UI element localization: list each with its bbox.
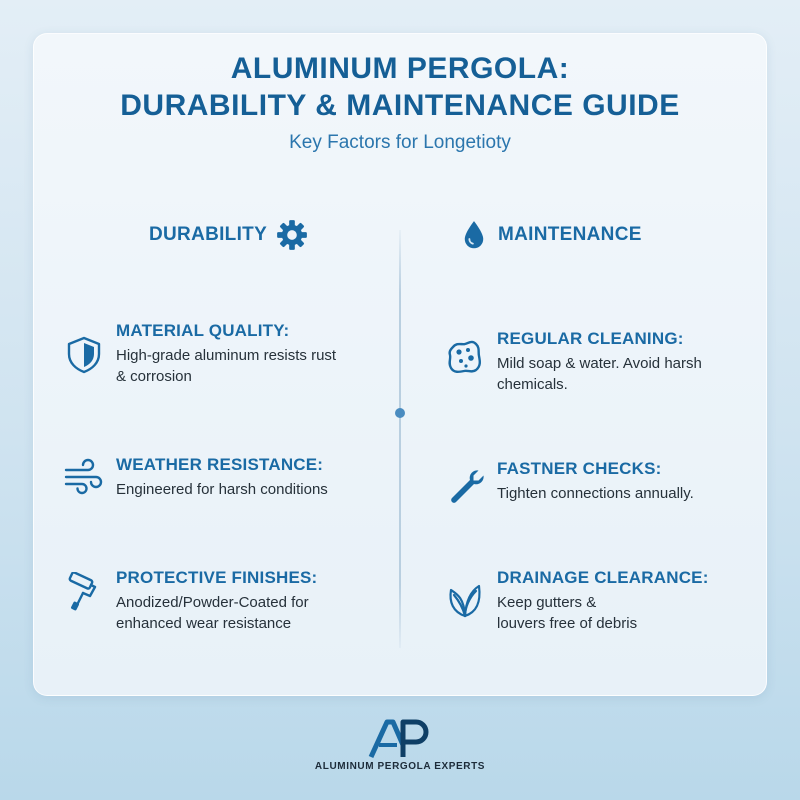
wrench-icon — [445, 464, 485, 504]
fastener-checks-desc-line-1: Tighten connections annually. — [497, 485, 694, 502]
protective-finishes-title: PROTECTIVE FINISHES: — [116, 568, 318, 587]
brand-logo — [368, 718, 432, 760]
weather-resistance-desc — [116, 479, 376, 500]
paint-roller-icon — [64, 572, 104, 612]
regular-cleaning-item — [445, 329, 765, 399]
drainage-clearance-item — [445, 568, 765, 638]
material-quality-desc-line-1: High-grade aluminum resists rust — [116, 347, 337, 364]
shield-icon — [64, 335, 104, 375]
page-title-line-2: DURABILITY & MAINTENANCE GUIDE — [120, 89, 680, 122]
regular-cleaning-desc — [497, 353, 757, 395]
weather-resistance-desc-line-1: Engineered for harsh conditions — [116, 481, 328, 498]
water-drop-icon — [462, 220, 486, 250]
brand-name: ALUMINUM PERGOLA EXPERTS — [314, 761, 486, 772]
wind-icon — [64, 457, 104, 497]
durability-heading-label: DURABILITY — [149, 224, 268, 245]
weather-resistance-title: WEATHER RESISTANCE: — [116, 455, 324, 474]
maintenance-heading-label: MAINTENANCE — [498, 224, 642, 245]
page-subtitle: Key Factors for Longetioty — [289, 132, 511, 153]
drainage-clearance-desc-line-2: louvers free of debris — [497, 615, 638, 632]
material-quality-item — [64, 321, 384, 391]
fastener-checks-title: FASTNER CHECKS: — [497, 459, 662, 478]
protective-finishes-desc-line-2: enhanced wear resistance — [116, 615, 292, 632]
leaf-icon — [445, 580, 485, 620]
protective-finishes-item — [64, 568, 384, 638]
drainage-clearance-desc — [497, 592, 757, 634]
maintenance-heading — [462, 223, 642, 247]
material-quality-desc-line-2: & corrosion — [116, 368, 192, 385]
sponge-icon — [445, 337, 485, 377]
page-title-line-1: ALUMINUM PERGOLA: — [230, 52, 570, 85]
fastener-checks-desc — [497, 483, 757, 504]
durability-heading — [149, 223, 309, 247]
protective-finishes-desc — [116, 592, 376, 634]
protective-finishes-desc-line-1: Anodized/Powder-Coated for — [116, 594, 309, 611]
regular-cleaning-desc-line-1: Mild soap & water. Avoid harsh — [497, 355, 702, 372]
regular-cleaning-desc-line-2: chemicals. — [497, 376, 568, 393]
material-quality-title: MATERIAL QUALITY: — [116, 321, 290, 340]
fastener-checks-item — [445, 459, 765, 509]
weather-resistance-item — [64, 455, 384, 505]
drainage-clearance-desc-line-1: Keep gutters & — [497, 594, 597, 611]
drainage-clearance-title: DRAINAGE CLEARANCE: — [497, 568, 709, 587]
regular-cleaning-title: REGULAR CLEANING: — [497, 329, 684, 348]
divider-dot — [395, 408, 405, 418]
gear-icon — [275, 218, 309, 252]
column-divider — [399, 230, 401, 648]
material-quality-desc — [116, 345, 376, 387]
